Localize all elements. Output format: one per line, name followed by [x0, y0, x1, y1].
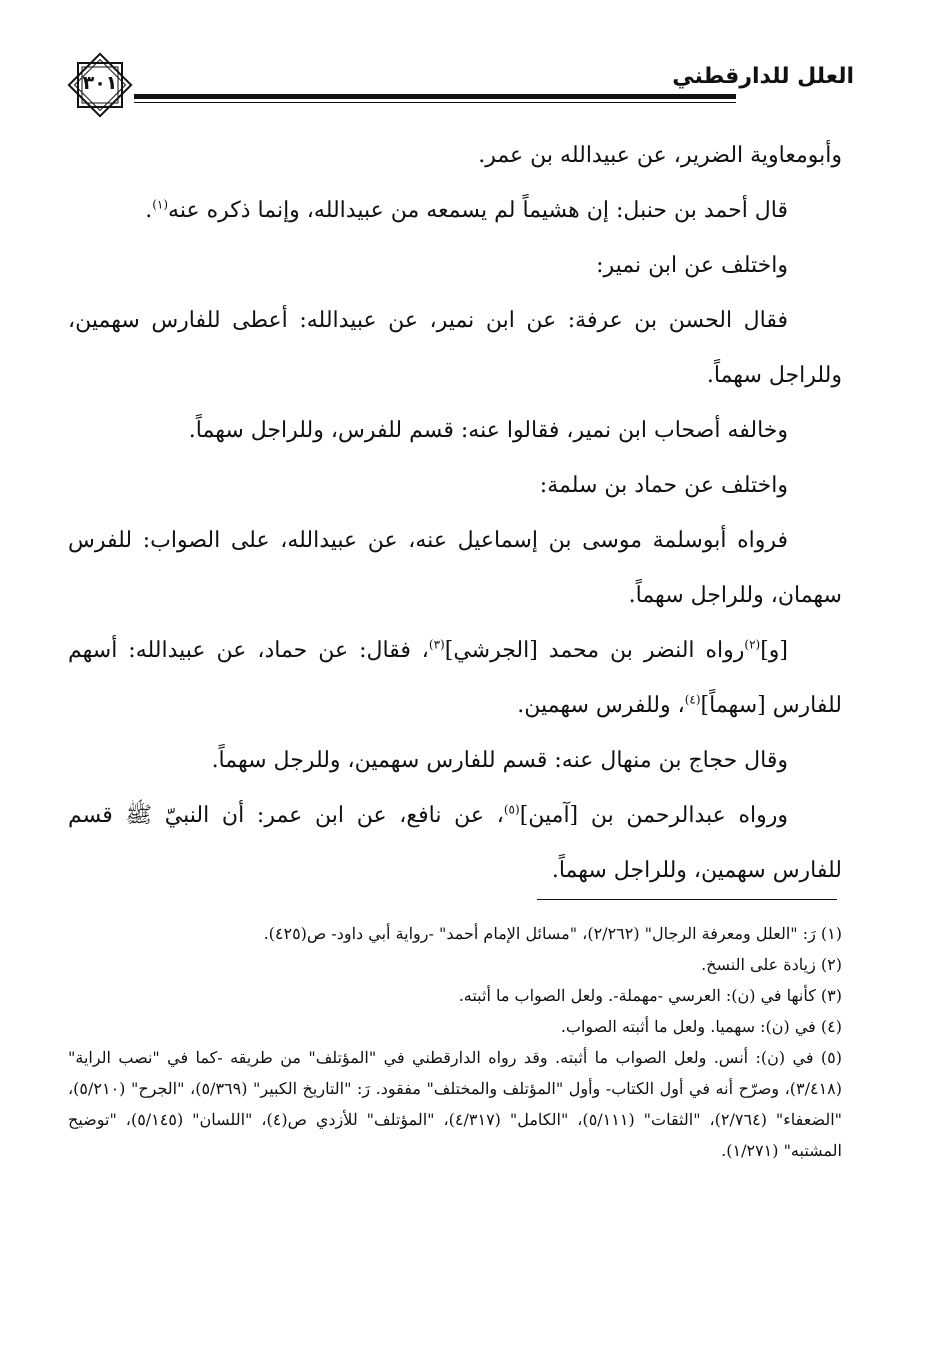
paragraph-6: واختلف عن حماد بن سلمة: [539, 473, 788, 498]
header-rule-thick [134, 94, 736, 99]
footnote-1: (١) رَ: "العلل ومعرفة الرجال" (٢/٢٦٢)، "مسائل الإمام أحمد" -رواية أبي داود- ص(٤٢٥). [263, 924, 842, 943]
paragraph-4: فقال الحسن بن عرفة: عن ابن نمير، عن عبيدالله: أعطى للفارس سهمين، وللراجل سهماً. [68, 308, 842, 388]
page-number-badge [64, 52, 136, 118]
paragraph-10 [68, 788, 842, 898]
footnote-separator [537, 899, 837, 900]
paragraph-5: وخالفه أصحاب ابن نمير، فقالوا عنه: قسم للفرس، وللراجل سهماً. [188, 418, 788, 443]
paragraph-8-part-b: رواه النضر بن محمد [الجرشي] [444, 638, 745, 663]
header-rule-thin [134, 102, 736, 103]
paragraph-10-part-a: ورواه عبدالرحمن بن [آمين] [519, 803, 788, 828]
footnote-4: (٤) في (ن): سهميا. ولعل ما أثبته الصواب. [560, 1017, 842, 1036]
footnote-5: (٥) في (ن): أنس. ولعل الصواب ما أثبته. وقد رواه الدارقطني في "المؤتلف" من طريقه -كما في "نصب الراية" (٣/٤١٨)، وصرّح أنه في أول الكتاب- وأول "المؤتلف والمختلف" مفقود. رَ: "التاريخ الكبير" (٥/٣٦٩)، "الجرح" (٥/٢١٠)، "الضعفاء" (٢/٧٦٤)، "الثقات" (٥/١١١)، "الكامل" (٤/٣١٧)، "المؤتلف" للأزدي ص(٤)، "اللسان" (٥/١٤٥)، "توضيح المشتبه" (١/٢٧١). [68, 1048, 843, 1160]
paragraph-7: فرواه أبوسلمة موسى بن إسماعيل عنه، عن عبيدالله، على الصواب: للفرس سهمان، وللراجل سهماً. [68, 528, 842, 608]
paragraph-3: واختلف عن ابن نمير: [596, 253, 788, 278]
paragraph-1: وأبومعاوية الضرير، عن عبيدالله بن عمر. [478, 143, 842, 168]
main-text [68, 128, 842, 898]
paragraph-10-part-b: ، عن نافع، عن ابن عمر: أن النبيّ ﷺ قسم للفارس سهمين، وللراجل سهماً. [68, 803, 842, 883]
footnote-ref-1: (١) [152, 197, 169, 212]
paragraph-2 [68, 183, 842, 238]
paragraph-9: وقال حجاج بن منهال عنه: قسم للفارس سهمين، وللرجل سهماً. [211, 748, 788, 773]
paragraph-8-part-c: ، فقال: عن حماد، عن عبيدالله: أسهم للفارس [سهماً] [68, 638, 842, 718]
book-title: العلل للدارقطني [672, 64, 854, 89]
footnote-ref-3: (٣) [428, 637, 445, 652]
footnote-ref-4: (٤) [684, 692, 701, 707]
footnote-3: (٣) كأنها في (ن): العرسي -مهملة-. ولعل الصواب ما أثبته. [458, 986, 842, 1005]
footnote-ref-2: (٢) [744, 637, 761, 652]
paragraph-2-end: . [145, 198, 153, 223]
footnotes [68, 918, 842, 1166]
running-header [64, 44, 854, 114]
paragraph-2-text: قال أحمد بن حنبل: إن هشيماً لم يسمعه من عبيدالله، وإنما ذكره عنه [168, 198, 788, 223]
paragraph-8-part-a: [و] [760, 638, 788, 663]
paragraph-8 [68, 623, 842, 733]
paragraph-8-part-d: ، وللفرس سهمين. [517, 693, 685, 718]
footnote-ref-5: (٥) [503, 802, 520, 817]
footnote-2: (٢) زيادة على النسخ. [701, 955, 842, 974]
page-number: ٣٠١ [82, 72, 118, 94]
